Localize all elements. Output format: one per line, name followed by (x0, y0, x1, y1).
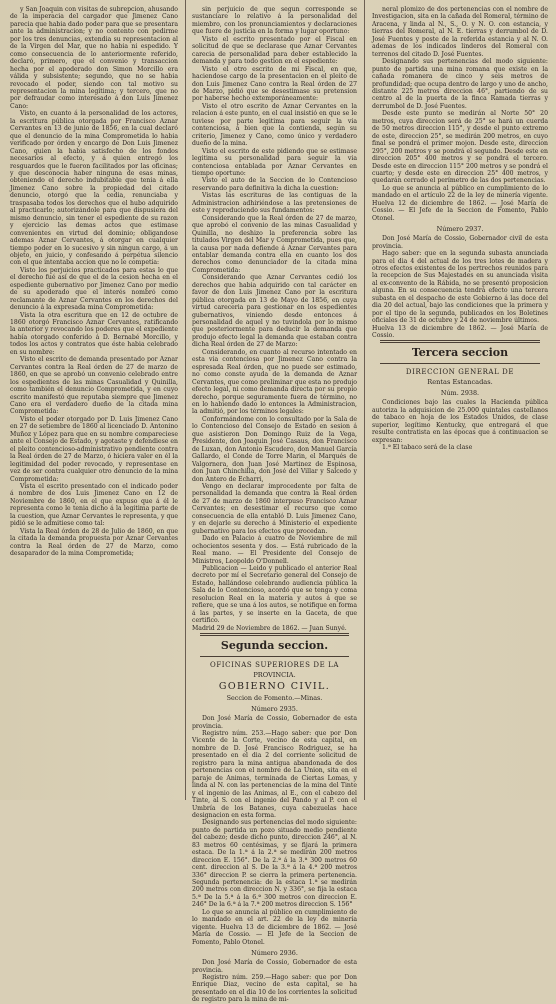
paragraph: Vista la otra escritura que en 12 de octubre de 1860 otorgó Francisco Aznar Cervantes, ratificando la anterior y revocando los poderes que el expediente había otorgado conferido á D. Bernabé Morcillo, y todos los actos y contratos que éste habia celebrado en su nombre: (10, 311, 178, 356)
section-title: Segunda seccion. (220, 639, 329, 653)
paragraph: y San Joaquin con visitas de subrepcion, ahusando de la imperacia del cargador que Jimenez Cano parecia que habia dado poder para que se presentara ante la administracion; y no contento con pedirme por los tres denuncias, extendia su representacion al de la Virgen del Mar, que no habia ni espedido. Y como consecuencia de lo anteriormente referido, declaró, primero, que el convenio y transaccion hecha por el apoderado don Simon Morcillo era válida y subsistente; segundo, que no se habia revocado el poder, siendo con tal motivo su representacion la mina legítima; y tercero, que no por defraudar como interesado á don Luis Jimenez Cano: (10, 6, 178, 110)
paragraph: 1.ª El tabaco será de la clase (382, 444, 473, 452)
column-rule (364, 0, 365, 800)
date-signature: Huelva 13 de diciembre de 1862. — José María de Cossio. (372, 324, 548, 340)
paragraph: Vista la Real órden de 28 de Julio de 1860, en que la citada la demanda propuesta por Aznar Cervantes contra la Real órden de 27 de Marzo, como desaparador de la mina Comprometida; (10, 527, 178, 558)
paragraph: Visto los perjuicios practicados para estas lo que el derecho fué así de que el de la cesion hecha en el espediente gubernativo por Jimenez Cano por medio de su apoderado que el interés nombró como reclamante de Aznar Cervantes en los derechos del denuncio á la expresada mina Comprometida: (10, 266, 178, 312)
column-left (10, 6, 178, 794)
gobierno-heading: GOBIERNO CIVIL. (218, 681, 331, 693)
paragraph: Registro núm. 253.—Hago saber: que por Don Vicente de la Corte, vecino de esta capital, en nombre de D. José Francisco Rodriguez, se ha presentado en el dia 2 del corriente solicitud de registro para la mina antigua abandonada de dos pertenencias con el nombre de La Union, sita en el paraje de Animas, terminada de Ciertas Lomas, y linda al N. con las pertenencias de la mina del Tinte y el ingenio de las Animas, al E., con el cabezo del Tinte, al S. con el ingenio del Pando y al P. con el Umbría de los Batanes, cuya cabezuelas hace designacion en esta forma. (192, 729, 357, 819)
paragraph: Visto el poder otorgado por D. Luis Jimenez Cano en 27 de setiembre de 1860 al licenciado D. Antonino Muñoz y López para que en su nombre compareciese ante el Consejo de Estado, y agotaste y defendiese en el pleito contencioso-administrativo pendiente contra la Real órden de 27 de Marzo, ó hiciera valer en él la legitimidad del poder revocado, y representase en vez de ser contra cualquier otro denuncio de la mina Comprometida: (10, 415, 178, 483)
divider (200, 633, 349, 634)
column-rule (185, 0, 186, 800)
fomento-heading: Seccion de Fomento.—Minas. (226, 694, 323, 703)
divider (380, 363, 540, 364)
paragraph: Dado en Palacio á cuatro de Noviembre de mil ochocientos sesenta y dos. — Está rubricado de la Real mano. — El Presidente del Consejo de Ministros, Leopoldo O'Donnell. (192, 535, 357, 565)
divider (200, 656, 349, 657)
paragraph: Visto el auto de la Seccion de lo Contencioso reservando para definitiva la dicha la cuestion: (192, 177, 357, 192)
paragraph: Visto el otro escrito de mi Fiscal, en que, haciendose cargo de la presentacion en el pleito de don Luis Jimenez Cano contra la Real órden de 27 de Marzo, pidió que se desestimase su pretension por haberse hecho extemporáneamente: (192, 65, 357, 103)
paragraph: Desde este punto se medirán al Norte 50° 20 metros, cuya direccion será de 25° se hará un cuerda de 50 metros direccion 115°, y desde el punto extremo de este, direccion 25°, se medirán 200 metros, en cuyo final se pondrá el primer mojon. Desde este, direccion 295°, 200 metros y se pondrá el segundo. Desde este en direccion 205° 400 metros y se pondrá el tercero. Desde este en direccion 115° 200 metros y se pondrá el cuarto; y desde este en direccion 25° 400 metros, y quedarán cerrado el perímetro de las dos pertenencias. (372, 110, 548, 185)
paragraph: Condiciones bajo las cuales la Hacienda pública autoriza la adquisicion de 25.000 quintales castellanos de tabaco en hoja de los Estados Unidos, de clase superior, legítimo Kentucky, que entregará el que resulte contratista en las épocas que á continuacion se expresan: (372, 399, 548, 444)
paragraph: Vengo en declarar improcedente por falta de personalidad la demanda que contra la Real órden de 27 de marzo de 1860 interpuso Francisco Aznar Cervantes; en desestimar el recurso que como consecuencia de ella entabló D. Luis Jimenez Cano, y en dejarle su derecho á Ministerio el expediente gubernativo para los efectos que procedan. (192, 483, 357, 535)
notice-number: Número 2935. (251, 705, 298, 714)
notice-number: Número 2936. (251, 949, 298, 958)
paragraph: Don José María de Cossio, Gobernador civil de esta provincia. (372, 235, 548, 250)
paragraph: Publicacion — Leido y publicado el anterior Real decreto por mí el Secretario general del Consejo de Estado, hallándose celebrando audiencia pública la Sala de lo Contencioso, acordó que se tenga y coma resolucion Real en la materia y autos á que se refiere, que se una á los autos, se notifique en forma á las partes, y se inserte en la Gaceta, de que certifico. (192, 564, 357, 625)
direccion-subheading: Rentas Estancadas. (427, 378, 493, 387)
paragraph: Visto el escrito presentado por el Fiscal en solicitud de que se declarase que Aznar Cervantes carecia de personalidad para deber establecido la demanda y para todo gestion en el espediente: (192, 35, 357, 66)
paragraph: Visto el otro escrito de Aznar Cervantes en la relacion á este punto, en el cual insistió en que se le tuviese por parte legitima para seguir la via contenciosa, á bien que la contienda, según su criterio, Jimenez y Cano, como único y verdadero dueño de la mina. (192, 102, 357, 148)
column-middle (192, 6, 357, 1004)
paragraph: Visto, en cuanto á la personalidad de los actores, la escritura pública otorgada por Francisco Aznar Cervantes en 13 de junio de 1856, en la cual declaró que el denuncio de la mina Comprometida lo habia verificado por órden y encargo de Don Luis Jimenez Cano, quien la habia satisfecho de los fondos necesarios al efecto, y á quien entregó los resguardos que le fueron facilitados por las oficinas; y que desconocia haber ninguna de esas minas, obteniendo el derecho indubitable que tenia á ella Jimenez Cano sobre la propiedad del citado denuncio, otorgó que la cedia, renunciaba y traspasaba todos los derechos que el hubo adquirido al practicarlo; autorizándole para que dispusiera del mismo denuncio, sin tener el espediente de su razon y ejercicio las demas actos que estimase convenientes en virtud del dominio; obligandose ademas Aznar Cervantes, á otorgar en cualquier tiempo poder en lo sucesivo y sin ningun cargo, á un objeto, en juicio, y confesando á perpétua silencio con el que intentaba accion que no le competia: (10, 110, 178, 267)
paragraph: neral plomizo de dos pertenencias con el nombre de Investigacion, sita en la cañada del Romeral, término de Aracena, y linda al N., S., O. y N. O. con estancia, y tierras del Romeral, al N. E. tierras y derrumbol de D. José Fuentes y poste de la referida estancia y al N. O. ademas de los indicados linderos del Romeral con terrenos del citado D. José Fuentes. (372, 6, 548, 58)
paragraph: Considerando que la Real órden de 27 de marzo, que aprobó el convenio de las minas Casualidad y Quinilla, no deshizo la preferencia sobre las titulados Virgen del Mar y Comprometida, pues que, la causa por nada defiende á Aznar Cervantes para entablar demanda contra ella en cuanto los dos derechos como denunciador de la citada mina Comprometida: (192, 214, 357, 274)
date-signature: Madrid 29 de Noviembre de 1862. — Juan Sunyé. (192, 624, 347, 632)
divider (200, 635, 349, 636)
paragraph: Lo que se anuncia al público en cumplimiento de lo mandado en el art. 22 de la ley de minería vigente. Huelva 13 de diciembre de 1862. — José María de Cossio. — El Jefe de la Seccion de Fomento, Pablo Otonel. (192, 908, 357, 946)
paragraph: Registro núm. 259.—Hago saber: que por Don Enrique Diaz, vecino de esta capital, se ha presentado en el dia 10 de los corrientes la solicitud de registro para la mina de mi- (192, 974, 357, 1004)
paragraph: Hago saber: que en la segunda subasta anunciada para el dia 4 del actual de los tres lotes de madera y otros efectos existentes de los pertrechos reunidos para la recepcion de Sus Majestades en su anunciada visita al ex-convento de la Rábida, no se presentó proposicion alguna. En su consecuencia tendrá efecto una tercera subasta en el despacho de este Gobierno á las doce del dia 20 del actual, bajo las condiciones que la primera y por el tipo de la segunda, publicados en los Boletines oficiales de 31 de octubre y 24 de noviembre últimos. (372, 250, 548, 325)
paragraph: Visto el escrito de este pidiendo que se estimase legitima su personalidad para seguir la via contenciosa entablada por Aznar Cervantes en tiempo oportuno: (192, 147, 357, 177)
paragraph: Don José María de Cossio, Gobernador de esta provincia. (192, 715, 357, 730)
paragraph: Vista el escrito presentado con el indicado poder á nombre de dos Luis Jimenez Cano en 12 de Noviembre de 1860, en el que expuso que á él le representa como le tenia dicho á la legitima parte de la cuestion, que Aznar Cervantes le representa, y que pidió se le admitiese como tal: (10, 483, 178, 528)
direccion-heading: DIRECCION GENERAL DE (405, 368, 515, 377)
divider (380, 342, 540, 343)
paragraph: Considerando, en cuanto al recurso intentado en esta via contenciosa por Jimenez Cano contra la espresada Real órden, que no puede ser estimado, no como conste ayuda de la demanda de Aznar Cervantes, que como preliminar que esta no produjo efecto legal, ni como demanda directa por su propio derecho, porque seguramente fuera de término, no en lo habiendo dado lo entonces la Administracion, la admitió, por los términos legales: (192, 348, 357, 416)
paragraph: Considerando que Aznar Cervantes cedió los derechos que habia adquirido con tal carácter en favor de don Luis Jimenez Cano por la escritura pública otorgada en 13 de Mayo de 1856, en cuya virtud careceria para gestionar en los espedientes gubernativos, viniendo desde entonces á personalidad de aquel y no tuvindola por lo mismo que posteriormente para deducir la demanda que produjo efecto legal la demanda que estaban contra dicha Real órden de 27 de Marzo: (192, 274, 357, 349)
paragraph: Conformándome con lo consultado por la Sala de lo Contencioso del Consejo de Estado en sesion á que asistieron Don Domingo Ruiz de la Vega, Presidente, don Joaquin José Casaus, don Francisco de Luxan, don Antonio Escudero, don Manuel García Gallardo, el Conde de Torre Marin, el Marqués de Valgornera, don Juan José Martinez de Espinosa, don Juan Chinchilla, don José del Villar y Salcedo y don Antero de Echarri, (192, 415, 357, 483)
notice-number: Núm. 2938. (440, 389, 480, 398)
paragraph: sin perjuicio de que segun corresponde se sustanciare lo relativo á la personalidad del miembro, con los pronunciamientos y declaraciones que fuere de justicia en la forma y lugar oportuno: (192, 6, 357, 36)
paragraph: Visto el escrito de demanda presentado por Aznar Cervantes contra la Real órden de 27 de marzo de 1860, en que se aprobó un convenio celebrado entre los espedientes de las minas Casualidad y Quinilla, como también el denuncio Comprometida, y en cuyo escrito manifestó que reputaba siempre que Jimenez Cano era el verdadero dueño de la citada mina Comprometida: (10, 356, 178, 416)
paragraph: Designando sus pertenencias del modo siguiente: punto de partida una mina romana que existe en la cañada romanera de cinco y seis metros de profundidad; que ocupa dentro de largo y uno de ancho, distante 225 metros direccion 46°, partiendo de su centro al de la puerta de la finca Ramada tierras y derrumbol de D. José Fuentes. (372, 58, 548, 110)
paragraph: Lo que se anuncia al público en cumplimiento de lo mandado en el artículo 22 de la ley de minería vigente. Huelva 12 de diciembre de 1862. — José María de Cossio. — El Jefe de la Seccion de Fomento, Pablo Otonel. (372, 184, 548, 222)
divider (380, 340, 540, 341)
office-heading: OFICINAS SUPERIORES DE LA (209, 661, 340, 670)
office-subheading: PROVINCIA. (253, 671, 296, 680)
paragraph: Vistas las escrituras de las contiguas de la Administracion adhiriéndose a las pretensiones de este y reproduciendo sus fundamentos: (192, 192, 357, 215)
paragraph: Don José María de Cossio, Gobernador de esta provincia. (192, 959, 357, 974)
notice-number: Número 2937. (436, 225, 484, 234)
section-title: Tercera seccion (411, 346, 509, 360)
column-right (372, 6, 548, 794)
paragraph: Designando sus pertenencias del modo siguiente: punto de partida un pozo situado medio pendiente del cabezo; desde dicho punto, direccion 246°, al N. 83 metros 60 centésimas, y se fijará la primera estaca. De la 1.ª á la 2.ª se medirán 200 metros direccion E. 156°. De la 2.ª á la 3.ª 300 metros 60 cent. direccion al S. De la 3.ª á la 4.ª 200 metros 336° direccion P. se cierra la primera pertenencia. Segunda pertenencia: de la estaca 1.ª se medirán 200 metros con direccion N. y 336°, se fija la estaca 5.ª De la 5.ª á la 6.ª 300 metros con direccion E. 246° De la 6.ª á la 7.ª 200 metros direccion S. 156° (192, 819, 357, 909)
